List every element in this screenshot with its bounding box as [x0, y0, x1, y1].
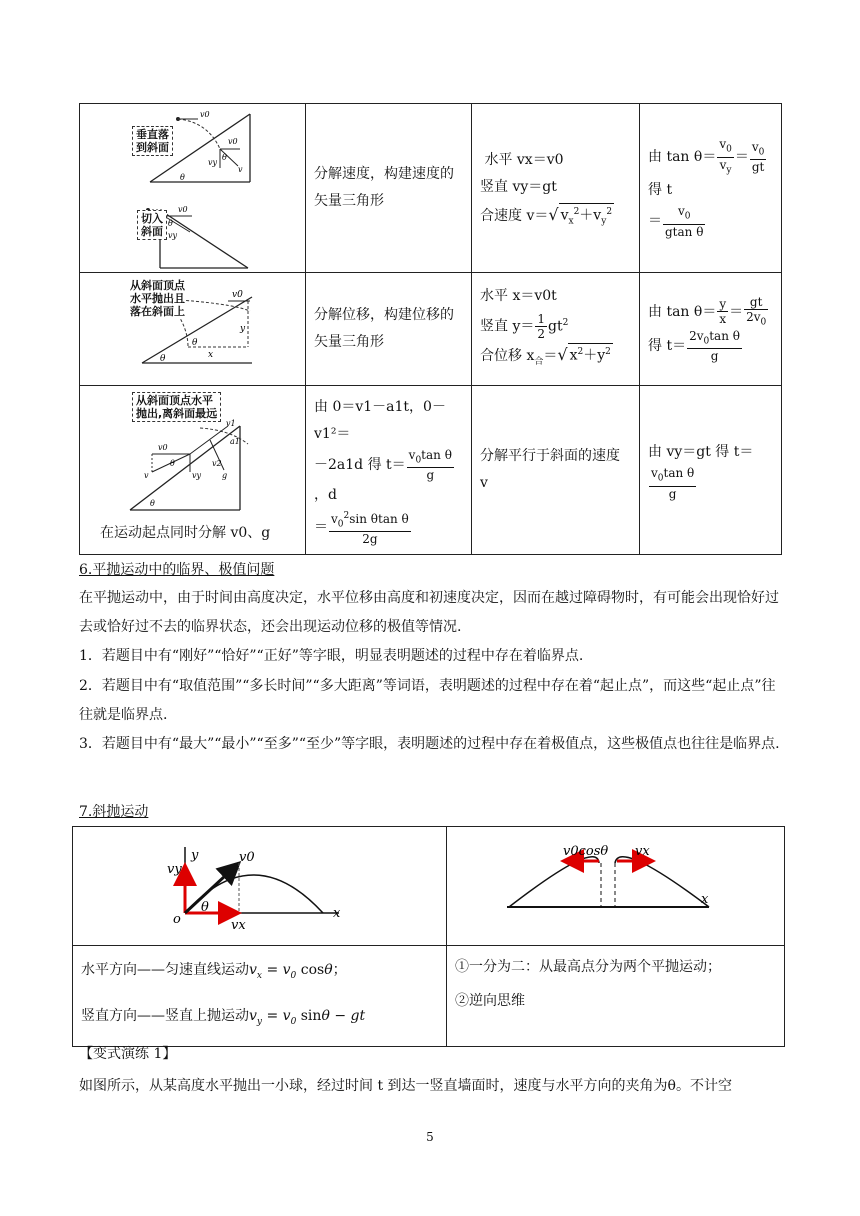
equation-cell: 水平 x＝v0t 竖直 y＝ $\frac{1}{2}$ $gt^2$ 合位移 $x_合=√$ $x^2+y^2$	[472, 273, 640, 386]
svg-text:v0: v0	[200, 110, 210, 119]
svg-text:θ: θ	[160, 354, 166, 364]
svg-text:vy: vy	[168, 231, 178, 240]
svg-text:v: v	[144, 471, 149, 480]
equation-cell: 由 0＝v1－a1t，0－v1²＝ －2a1d 得 t＝ $\frac{v_0\tan \theta}{g}$ ，d ＝ $\frac{v_0^2\sin \theta\tan \theta}{2g}$	[306, 386, 472, 555]
table-row	[73, 946, 785, 1047]
equation: 合速度 v＝	[480, 207, 549, 224]
method-cell	[447, 946, 785, 1047]
method-cell: 分解位移，构建位移的矢量三角形	[306, 273, 472, 386]
figure-cell	[80, 104, 306, 273]
result-text: ＝	[648, 213, 662, 230]
equation: 由 0＝v1－a1t，0－v1²＝	[314, 398, 446, 442]
v0-label: v0	[239, 850, 255, 865]
oblique-projectile-figure	[73, 827, 447, 941]
svg-text:θ: θ	[192, 338, 198, 348]
svg-text:v2: v2	[212, 459, 222, 468]
method-text: ①一分为二：从最高点分为两个平抛运动；	[455, 959, 721, 975]
figure-label: 切入 斜面	[137, 210, 167, 240]
svg-text:θ: θ	[150, 499, 155, 508]
equation: ，d	[314, 487, 337, 503]
vx-label: vx	[231, 918, 246, 933]
paragraph: 3．若题目中有“最大”“最小”“至多”“至少”等字眼，表明题述的过程中存在着极值点，这些极值点也往往是临界点.	[79, 736, 780, 752]
method-cell: 分解平行于斜面的速度 v	[472, 386, 640, 555]
equation-cell: 水平 vx＝v0 竖直 vy＝gt 合速度 v＝√ $v_x^2+v_y^2$	[472, 104, 640, 273]
paragraph: 2．若题目中有“取值范围”“多长时间”“多大距离”等词语，表明题述的过程中存在着“起止点”，而这些“起止点”往往就是临界点.	[79, 678, 776, 723]
section-heading: 6.平抛运动中的临界、极值问题	[79, 562, 275, 578]
svg-text:a1: a1	[230, 437, 240, 446]
svg-text:θ: θ	[222, 153, 227, 162]
result-text: 得 t＝	[648, 338, 687, 355]
figure-cell	[73, 827, 447, 946]
origin-label: o	[173, 912, 181, 927]
result-text: 由 vy＝gt 得 t＝	[648, 444, 754, 461]
svg-text:y: y	[240, 324, 246, 334]
equation: ＝	[314, 519, 328, 536]
paragraph: 1．若题目中有“刚好”“恰好”“正好”等字眼，明显表明题述的过程中存在着临界点.	[79, 648, 584, 664]
x-label: x	[701, 892, 709, 907]
horizontal-text: 水平方向——匀速直线运动	[81, 962, 249, 978]
equation: －2a1d 得 t＝	[314, 456, 406, 473]
table-row	[80, 104, 782, 273]
x-label: x	[333, 906, 341, 921]
result-text: 由 tan θ＝	[648, 303, 717, 320]
svg-text:θ: θ	[180, 173, 185, 182]
formula-cell: 水平方向——匀速直线运动$v_x = v_0$ cosθ； 竖直方向——竖直上抛运动$v_y = v_0$ sinθ − gt	[73, 946, 447, 1047]
result-cell: 由 tan θ＝ $\frac{v_0}{v_y}$ ＝ $\frac{v_0}{gt}$ 得 t ＝ $\frac{v_0}{\text{gtan θ}}$	[640, 104, 782, 273]
svg-text:v0: v0	[232, 290, 243, 300]
svg-text:v0: v0	[228, 137, 238, 146]
table-row	[73, 827, 785, 946]
figure-cell	[447, 827, 785, 946]
svg-text:vy: vy	[208, 158, 218, 167]
figure-label: 从斜面顶点水平 抛出,离斜面最远	[132, 392, 221, 422]
paragraph: 在平抛运动中，由于时间由高度决定，水平位移由高度和初速度决定，因而在越过障碍物时，有可能会出现恰好过去或恰好过不去的临界状态，还会出现运动位移的极值等情况.	[79, 590, 779, 635]
equation: 竖直 y＝	[480, 318, 535, 335]
table-row	[80, 386, 782, 555]
theta-label: θ	[201, 900, 209, 915]
equation: 水平 vx＝v0	[484, 151, 564, 168]
svg-text:v0: v0	[178, 205, 188, 214]
svg-text:θ: θ	[170, 459, 175, 468]
result-text: 由 tan θ＝	[648, 149, 717, 166]
exercise-title: 【变式演练 1】	[79, 1046, 177, 1062]
result-cell: 由 vy＝gt 得 t＝ $\frac{v_0\tan \theta}{g}$	[640, 386, 782, 555]
split-projectile-figure	[447, 827, 785, 941]
method-table	[79, 103, 782, 555]
svg-text:v1: v1	[226, 419, 236, 428]
equation: 合位移 x	[480, 347, 535, 364]
section-heading: 7.斜抛运动	[79, 804, 149, 820]
exercise-text: 如图所示，从某高度水平抛出一小球，经过时间 t 到达一竖直墙面时，速度与水平方向的夹角为θ。不计空	[79, 1078, 732, 1094]
method-cell: 分解速度，构建速度的矢量三角形	[306, 104, 472, 273]
figure-caption: 在运动起点同时分解 v0、g	[100, 525, 271, 541]
vx-label: vx	[635, 844, 650, 859]
vy-label: vy	[167, 862, 182, 877]
perpendicular-figure	[80, 104, 306, 272]
figure-label: 垂直落 到斜面	[132, 126, 173, 156]
svg-text:v: v	[238, 165, 243, 174]
result-text: 得 t	[648, 182, 673, 199]
svg-text:θ: θ	[168, 219, 173, 228]
figure-cell	[80, 273, 306, 386]
result-cell: 由 tan θ＝ $\frac{y}{x}$ ＝ $\frac{gt}{2v_0}$ 得 t＝ $\frac{2v_0\tan \theta}{g}$	[640, 273, 782, 386]
equation: 水平 x＝v0t	[480, 287, 557, 304]
table-row	[80, 273, 782, 386]
page-number: 5	[426, 1130, 434, 1144]
incline-figure	[80, 273, 306, 385]
method-text: ②逆向思维	[455, 993, 525, 1009]
equation: 竖直 vy＝gt	[480, 178, 557, 195]
subscript: 合	[534, 356, 544, 367]
svg-text:vy: vy	[192, 471, 202, 480]
figure-label: 从斜面顶点 水平抛出且 落在斜面上	[130, 279, 185, 318]
y-label: y	[191, 848, 199, 863]
v0cos-label: v0cosθ	[563, 844, 609, 859]
figure-cell	[80, 386, 306, 555]
svg-text:v0: v0	[158, 443, 168, 452]
vertical-text: 竖直方向——竖直上抛运动	[81, 1007, 249, 1024]
svg-text:x: x	[208, 350, 214, 360]
svg-text:g: g	[222, 471, 228, 480]
projectile-table	[72, 826, 785, 1047]
